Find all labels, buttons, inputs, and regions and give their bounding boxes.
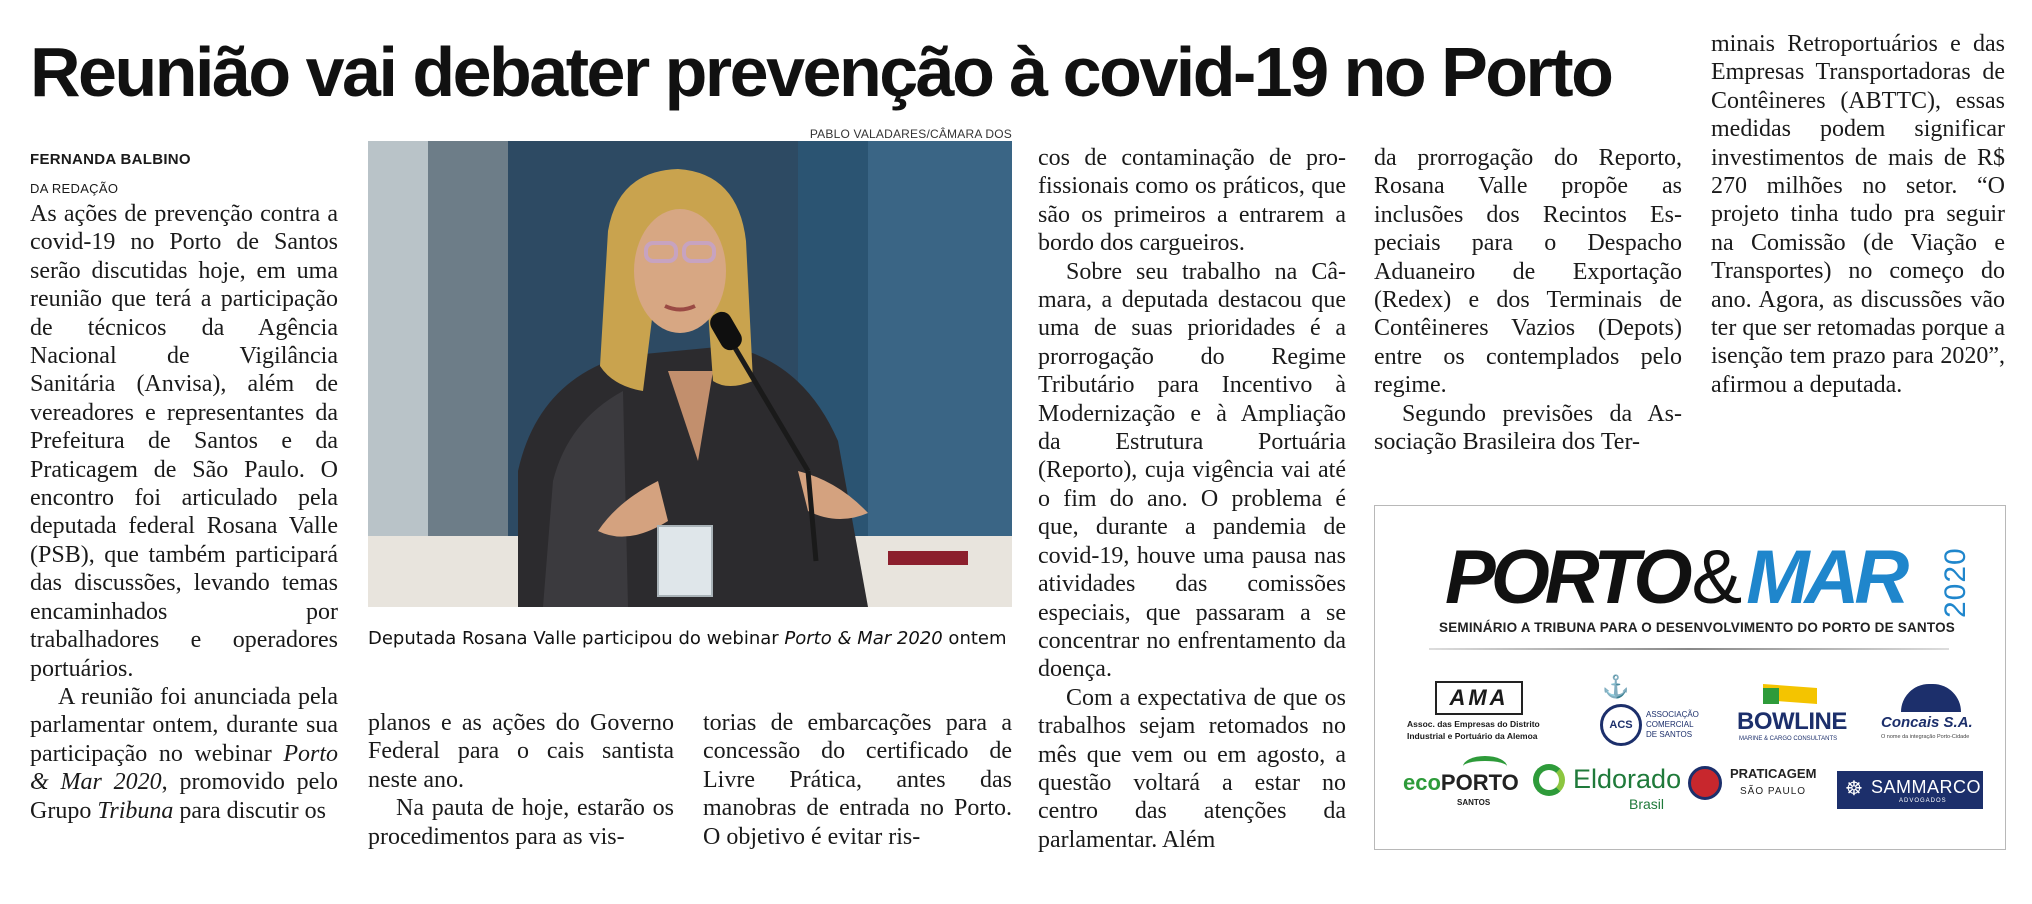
article-paragraph: As ações de prevenção contra a covid-19 no Porto de Santos serão discutidas hoje, em uma reunião que terá a participação de técnicos da Agência Nacional de Vigilância Sanitária (Anvisa), além de vereadores e representantes da Prefeitura de Santos e da Praticagem de São Paulo. O encontro foi articulado pela deputada federal Rosana Valle (PSB), que também participará das discussões, levando temas encaminhados por trabalhadores e operadores portuários. bbox=[30, 201, 338, 682]
praticagem-name: PRATICAGEM bbox=[1730, 766, 1817, 781]
ecoporto-word-porto: PORTO bbox=[1440, 770, 1519, 795]
article-column-2 bbox=[368, 709, 674, 851]
article-paragraph: Na pauta de hoje, estarão os procedimentos para as vis- bbox=[368, 795, 674, 850]
article-photo bbox=[368, 141, 1012, 607]
article-paragraph: minais Retroportuários e das Empresas Transportadoras de Contêineres (ABTTC), essas medidas podem significar investimentos de mais de R$ 270 milhões no setor. “O projeto tinha tudo pra seguir na Comissão (de Viação e Transportes) no começo do ano. Agora, as discussões vão ter que ser retomadas porque a isenção tem prazo para 2020”, afirmou a deputada. bbox=[1711, 31, 2005, 398]
headline: Reunião vai debater prevenção à covid-19 no Porto bbox=[30, 33, 1612, 111]
anchor-icon: ⚓ bbox=[1602, 674, 1630, 699]
logo-ampersand: & bbox=[1691, 535, 1743, 620]
author-byline: FERNANDA BALBINO bbox=[30, 151, 191, 168]
concais-subtitle: O nome da integração Porto-Cidade bbox=[1881, 734, 1970, 740]
sponsor-praticagem-logo bbox=[1688, 764, 1818, 814]
article-paragraph: Com a expectativa de que os trabalhos sejam retomados no mês que vem ou em agosto, a questão voltará a estar no centro das atenções da parlamentar. Além bbox=[1038, 684, 1346, 853]
article-paragraph: Sobre seu trabalho na Câmara, a deputada destacou que uma de suas prioridades é a prorrogação do Regime Tributário para Incentivo à Modernização e à Ampliação da Estrutura Portuária (Reporto), cuja vigência vai até o fim do ano. O problema é que, durante a pandemia de covid-19, houve uma pausa nas atividades das comissões especiais, que passaram a se concentrar no enfrentamento da doença. bbox=[1038, 258, 1346, 683]
article-paragraph: planos e as ações do Governo Federal para o cais santista neste ano. bbox=[368, 710, 674, 793]
praticagem-subtitle: SÃO PAULO bbox=[1740, 786, 1807, 797]
photo-caption bbox=[368, 628, 1028, 649]
article-column-4 bbox=[1038, 144, 1346, 854]
caption-event-name: Porto & Mar 2020 bbox=[784, 628, 943, 649]
sponsor-sammarco-logo bbox=[1837, 771, 1983, 809]
article-column-5 bbox=[1374, 144, 1682, 456]
acs-text-line3: DE SANTOS bbox=[1646, 730, 1693, 739]
article-paragraph: da prorrogação do Reporto, Rosana Valle propõe as inclusões dos Recintos Especiais para o Despacho Aduaneiro de Exportação (Redex) e dos Terminais de Contêineres Vazios (Depots) entre os contemplados pelo regime. bbox=[1374, 145, 1682, 399]
article-column-1 bbox=[30, 200, 338, 825]
sponsor-bowline-logo bbox=[1737, 684, 1857, 744]
acs-text-line2: COMERCIAL bbox=[1646, 720, 1694, 729]
sponsor-amaa-logo bbox=[1407, 681, 1557, 746]
praticagem-compass-icon bbox=[1688, 766, 1722, 800]
article-paragraph: torias de embarcações para a concessão do certificado de Livre Prática, antes das manobras de entrada no Porto. O objetivo é evitar ris- bbox=[703, 710, 1012, 850]
ecoporto-word-eco: eco bbox=[1403, 770, 1441, 795]
acs-emblem: ACS bbox=[1600, 704, 1642, 746]
bowline-subtitle: MARINE & CARGO CONSULTANTS bbox=[1739, 736, 1838, 742]
article-paragraph: cos de contaminação de profissionais como os práticos, que são os primeiros a entrarem a bordo dos cargueiros. bbox=[1038, 145, 1346, 257]
photo-credit: PABLO VALADARES/CÂMARA DOS bbox=[809, 127, 1012, 141]
desk-label: DA REDAÇÃO bbox=[30, 181, 119, 196]
amaa-text-line1: Assoc. das Empresas do Distrito bbox=[1407, 719, 1540, 729]
article-paragraph: Segundo previsões da Associação Brasileira dos Ter- bbox=[1374, 400, 1682, 456]
divider bbox=[1429, 648, 1949, 650]
bowline-flag-accent bbox=[1763, 688, 1779, 704]
eldorado-leaf-icon bbox=[1533, 764, 1565, 796]
amaa-emblem: AMA bbox=[1435, 681, 1523, 715]
photo-illustration bbox=[368, 141, 1012, 607]
caption-text-end: ontem bbox=[942, 628, 1007, 649]
sponsor-eldorado-logo bbox=[1533, 756, 1683, 816]
concais-skyline-icon bbox=[1901, 684, 1961, 712]
article-column-6 bbox=[1711, 30, 2005, 399]
seminar-subtitle: SEMINÁRIO A TRIBUNA PARA O DESENVOLVIMENTO DO PORTO DE SANTOS bbox=[1439, 620, 1955, 635]
bowline-name: BOWLINE bbox=[1737, 708, 1847, 735]
sammarco-name: SAMMARCO bbox=[1871, 777, 1982, 797]
sponsor-concais-logo bbox=[1881, 684, 1991, 744]
ecoporto-subtitle: SANTOS bbox=[1457, 798, 1491, 807]
sammarco-subtitle: ADVOGADOS bbox=[1899, 798, 1947, 804]
logo-word-porto: PORTO bbox=[1445, 535, 1688, 620]
sponsor-acs-logo bbox=[1600, 674, 1720, 749]
sponsor-ecoporto-logo bbox=[1403, 756, 1523, 816]
eldorado-name: Eldorado bbox=[1573, 764, 1682, 794]
logo-year: 2020 bbox=[1939, 547, 1972, 618]
amaa-text-line2: Industrial e Portuário da Alemoa bbox=[1407, 731, 1538, 741]
acs-text-line1: ASSOCIAÇÃO bbox=[1646, 710, 1699, 719]
concais-name: Concais S.A. bbox=[1881, 714, 1973, 731]
ecoporto-wordmark bbox=[1403, 770, 1519, 796]
sammarco-wheel-icon: ☸ bbox=[1845, 778, 1863, 800]
logo-word-mar: MAR bbox=[1746, 535, 1905, 620]
eldorado-subtitle: Brasil bbox=[1629, 796, 1665, 812]
seminar-advertisement bbox=[1374, 505, 2006, 850]
article-column-3 bbox=[703, 709, 1012, 851]
caption-text: Deputada Rosana Valle participou do webinar bbox=[368, 628, 785, 649]
article-paragraph: A reunião foi anunciada pela parlamentar ontem, durante sua participação no webinar Porto & Mar 2020, promovido pelo Grupo Tribuna para discutir os bbox=[30, 683, 338, 824]
seminar-logo-title bbox=[1445, 535, 1905, 620]
